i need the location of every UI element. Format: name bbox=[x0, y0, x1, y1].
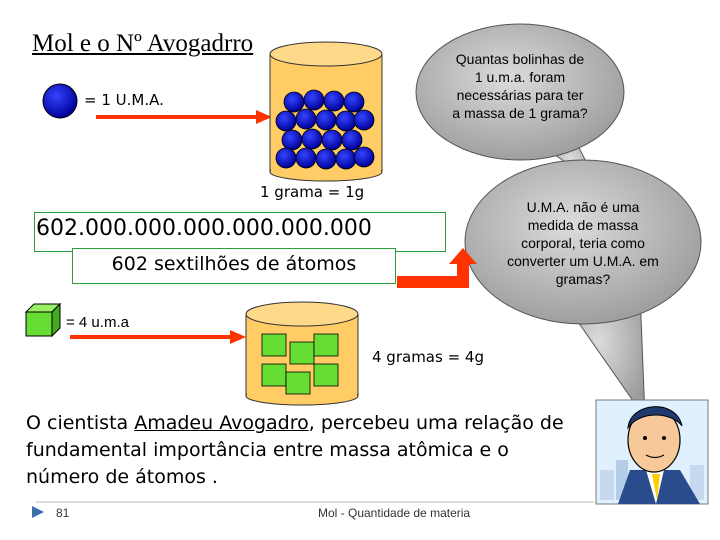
avogadro-portrait bbox=[596, 400, 708, 504]
four-uma-label: = 4 u.m.a bbox=[66, 314, 129, 331]
uma-label: = 1 U.M.A. bbox=[84, 91, 164, 109]
bubble-answer-text: U.M.A. não é uma medida de massa corporal, teria como converter um U.M.A. em gramas? bbox=[507, 199, 659, 287]
conclusion-paragraph bbox=[26, 410, 586, 491]
four-grams-label: 4 gramas = 4g bbox=[372, 348, 484, 366]
cylinder-balls bbox=[270, 42, 382, 181]
footer-bullet-icon bbox=[32, 506, 44, 518]
sextillion-label: 602 sextilhões de átomos bbox=[111, 253, 357, 275]
gram-label: 1 grama = 1g bbox=[260, 183, 365, 201]
uma-cube bbox=[26, 304, 60, 336]
footer-title: Mol - Quantidade de materia bbox=[318, 506, 471, 520]
bubble-question-text: Quantas bolinhas de 1 u.m.a. foram necessárias para ter a massa de 1 grama? bbox=[452, 51, 588, 121]
arrow-to-cylinder-2 bbox=[70, 330, 246, 344]
paragraph-text-before: O cientista bbox=[26, 412, 135, 434]
scientist-name: Amadeu Avogadro bbox=[134, 412, 309, 434]
paragraph-text-after: , percebeu uma relação de fundamental importância entre massa atômica e o número de átomos . bbox=[26, 412, 564, 488]
slide-title: Mol e o Nº Avogadrro bbox=[32, 30, 254, 57]
page-number: 81 bbox=[56, 506, 70, 520]
uma-ball bbox=[43, 84, 77, 118]
avogadro-number: 602.000.000.000.000.000.000 bbox=[36, 216, 372, 241]
arrow-to-answer-bubble bbox=[397, 248, 477, 288]
cylinder-cubes bbox=[246, 302, 358, 405]
arrow-to-cylinder-1 bbox=[96, 110, 272, 124]
